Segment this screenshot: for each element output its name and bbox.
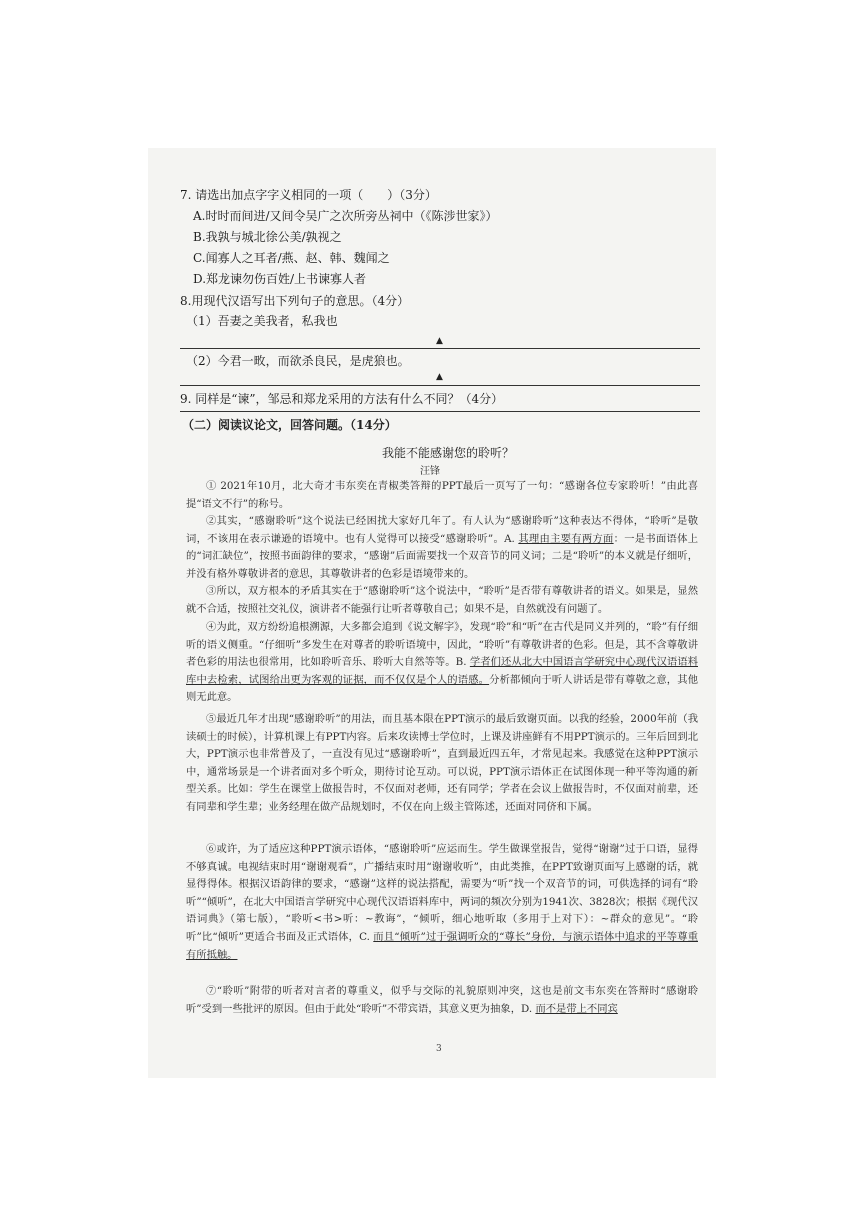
paragraph-text: ⑤最近几年才出现“感谢聆听”的用法，而且基本限在PPT演示的最后致谢页面。以我的经验，2000年前（我读硕士的时候），计算机课上有PPT内容。后来攻读博士学位时，上课及讲座鲜有不用PPT演示的。三年后回到北大，PPT演示也非常普及了，一直没有见过“感谢聆听”，直到最近四五年，才常见起来。我感觉在这种PPT演示中，通常场景是一个讲者面对多个听众，期待讨论互动。可以说，PPT演示语体正在试图体现一种平等沟通的新型关系。比如：学生在课堂上做报告时，不仅面对老师，还有同学；学者在会议上做报告时，不仅面对前辈，还有同辈和学生辈；业务经理在做产品规划时，不仅在向上级主管陈述，还面对同侪和下属。 [186, 713, 698, 813]
question-8-item-1: （1）吾妻之美我者，私我也 [186, 314, 338, 328]
paragraph-1 [186, 478, 698, 513]
paragraph-4 [186, 619, 698, 707]
paragraph-3 [186, 583, 698, 618]
paragraph-text: ②其实，“感谢聆听”这个说法已经困扰大家好几年了。有人认为“感谢聆听”这种表达不得体，“聆听”是敬词，不该用在表示谦逊的语境中。也有人觉得可以接受“感谢聆听”。A. [186, 515, 698, 545]
question-8-stem: 8.用现代汉语写出下列句子的意思。（4分） [180, 294, 410, 308]
question-7-option-b: B.我孰与城北徐公美/孰视之 [193, 230, 342, 244]
underlined-sentence: 而且“倾听”过于强调听众的“尊长”身份，与演示语体中追求的平等尊重有所抵触。 [186, 930, 698, 961]
question-9-stem: 9. 同样是“谏”，邹忌和郑龙采用的方法有什么不同？（4分） [180, 392, 504, 406]
underlined-sentence: 其理由主要有两方面 [518, 532, 614, 545]
paragraph-text: ③所以，双方根本的矛盾其实在于“感谢聆听”这个说法中，“聆听”是否带有尊敬讲者的语义。如果是，显然就不合适，按照社交礼仪，演讲者不能强行让听者尊敬自己；如果不是，自然就没有问题了。 [186, 585, 698, 615]
paragraph-5 [186, 711, 698, 817]
question-7-option-c: C.闻寡人之耳者/燕、赵、韩、魏闻之 [193, 251, 390, 265]
question-7-option-a: A.时时而间进/又间令吴广之次所旁丛祠中（《陈涉世家》） [193, 209, 498, 223]
article-title: 我能不能感谢您的聆听？ [382, 446, 515, 460]
paragraph-text: ⑥或许，为了适应这种PPT演示语体，“感谢聆听”应运而生。学生做课堂报告，觉得“谢谢”过于口语，显得不够真诚。电视结束时用“谢谢观看”，广播结束时用“谢谢收听”，由此类推，在PPT致谢页面写上感谢的话，就显得得体。根据汉语韵律的要求，“感谢”这样的说法搭配，需要为“听”找一个双音节的词，可供选择的词有“聆听”“倾听”，在北大中国语言学研究中心现代汉语语料库中，两词的频次分别为1941次、3828次；根据《现代汉语词典》（第七版），“聆听<书>听：~教诲”，“倾听，细心地听取（多用于上对下）：~群众的意见”。“聆听”比“倾听”更适合书面及正式语体，C. [186, 843, 698, 943]
answer-marker: ▲ [436, 336, 443, 346]
underlined-sentence: 学者们还从北大中国语言学研究中心现代汉语语料库中去检索，试图给出更为客观的证据，而不仅仅是个人的语感。 [186, 656, 698, 686]
answer-line [180, 348, 700, 349]
paragraph-7 [186, 983, 698, 1018]
article-author: 汪锋 [420, 466, 440, 477]
paragraph-2 [186, 513, 698, 583]
paragraph-text: ④为此，双方纷纷追根溯源，大多都会追到《说文解字》，发现“聆”和“听”在古代是同义并列的，“聆”有仔细听的语义侧重。“仔细听”多发生在对尊者的聆听语境中，因此，“聆听”有尊敬讲者的色彩。但是，其不含尊敬讲者色彩的用法也很常用，比如聆听音乐、聆听大自然等等。B. [186, 621, 698, 669]
question-7-option-d: D.郑龙谏勿伤百姓/上书谏寡人者 [193, 272, 367, 286]
section-heading: （二）阅读议论文，回答问题。（14分） [182, 418, 397, 432]
paragraph-text: ：一是书面语体上的“词汇缺位”，按照书面韵律的要求，“感谢”后面需要找一个双音节的同义词；二是“聆听”的本义就是仔细听，并没有格外尊敬讲者的意思，其尊敬讲者的色彩是语境带来的。 [186, 532, 699, 580]
answer-marker: ▲ [436, 372, 443, 382]
question-8-item-2: （2）今君一畋，而欲杀良民，是虎狼也。 [186, 354, 410, 368]
page-number: 3 [436, 1044, 442, 1054]
paragraph-text: 分析都倾向于听人讲话是带有尊敬之意，其他则无此意。 [186, 673, 699, 704]
question-7-stem: 7. 请选出加点字字义相同的一项（ ）（3分） [180, 188, 437, 202]
underlined-sentence: 而不是带上不同宾 [535, 1002, 618, 1015]
paragraph-text: ⑦“聆听”附带的听者对言者的尊重义，似乎与交际的礼貌原则冲突，这也是前文韦东奕在答辩时“感谢聆听”受到一些批评的原因。但由于此处“聆听”不带宾语，其意义更为抽象，D. [186, 985, 698, 1015]
answer-line [180, 385, 700, 386]
paragraph-text: ① 2021年10月，北大奇才韦东奕在青椒类答辩的PPT最后一页写了一句：“感谢各位专家聆听！”由此喜提“语文不行”的称号。 [186, 480, 698, 510]
paragraph-6 [186, 841, 698, 964]
answer-line [180, 411, 700, 412]
